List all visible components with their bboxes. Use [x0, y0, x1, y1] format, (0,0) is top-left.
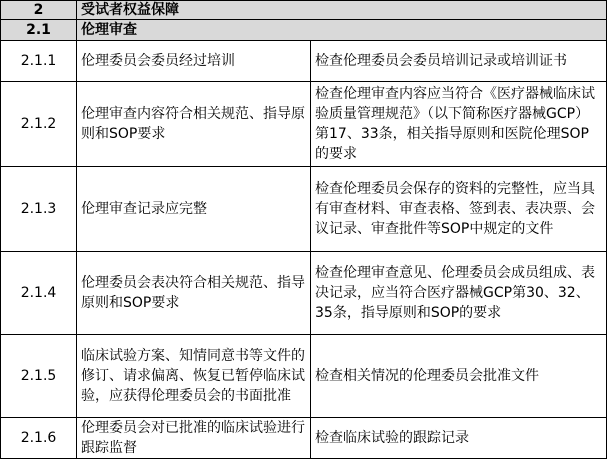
subsection-header-row: [1, 20, 607, 41]
row-id: 2.1.2: [1, 82, 77, 167]
row-id: 2.1.5: [1, 335, 77, 418]
row-method: 检查伦理审查内容应当符合《医疗器械临床试验质量管理规范》（以下简称医疗器械GCP）第17、33条，相关指导原则和医院伦理SOP的要求: [311, 82, 607, 167]
row-item: 伦理委员会委员经过培训: [77, 41, 311, 82]
table-row: [1, 418, 607, 459]
section-number: 2: [1, 1, 77, 20]
subsection-number: 2.1: [1, 20, 77, 41]
table-row: [1, 41, 607, 82]
row-item: 伦理委员会对已批准的临床试验进行跟踪监督: [77, 418, 311, 459]
row-item: 伦理审查内容符合相关规范、指导原则和SOP要求: [77, 82, 311, 167]
row-method: 检查伦理委员会委员培训记录或培训证书: [311, 41, 607, 82]
section-header-row: [1, 1, 607, 20]
row-method: 检查伦理委员会保存的资料的完整性，应当具有审查材料、审查表格、签到表、表决票、会议记录、审查批件等SOP中规定的文件: [311, 167, 607, 252]
row-id: 2.1.6: [1, 418, 77, 459]
row-id: 2.1.1: [1, 41, 77, 82]
subsection-title: 伦理审查: [77, 20, 607, 41]
row-item: 伦理审查记录应完整: [77, 167, 311, 252]
table-row: [1, 335, 607, 418]
row-id: 2.1.3: [1, 167, 77, 252]
row-id: 2.1.4: [1, 252, 77, 335]
row-method: 检查相关情况的伦理委员会批准文件: [311, 335, 607, 418]
row-item: 临床试验方案、知情同意书等文件的修订、请求偏离、恢复已暂停临床试验，应获得伦理委员会的书面批准: [77, 335, 311, 418]
row-method: 检查伦理审查意见、伦理委员会成员组成、表决记录，应当符合医疗器械GCP第30、32、35条，指导原则和SOP的要求: [311, 252, 607, 335]
table-row: [1, 167, 607, 252]
table-row: [1, 82, 607, 167]
table-row: [1, 252, 607, 335]
row-method: 检查临床试验的跟踪记录: [311, 418, 607, 459]
row-item: 伦理委员会表决符合相关规范、指导原则和SOP要求: [77, 252, 311, 335]
section-title: 受试者权益保障: [77, 1, 607, 20]
